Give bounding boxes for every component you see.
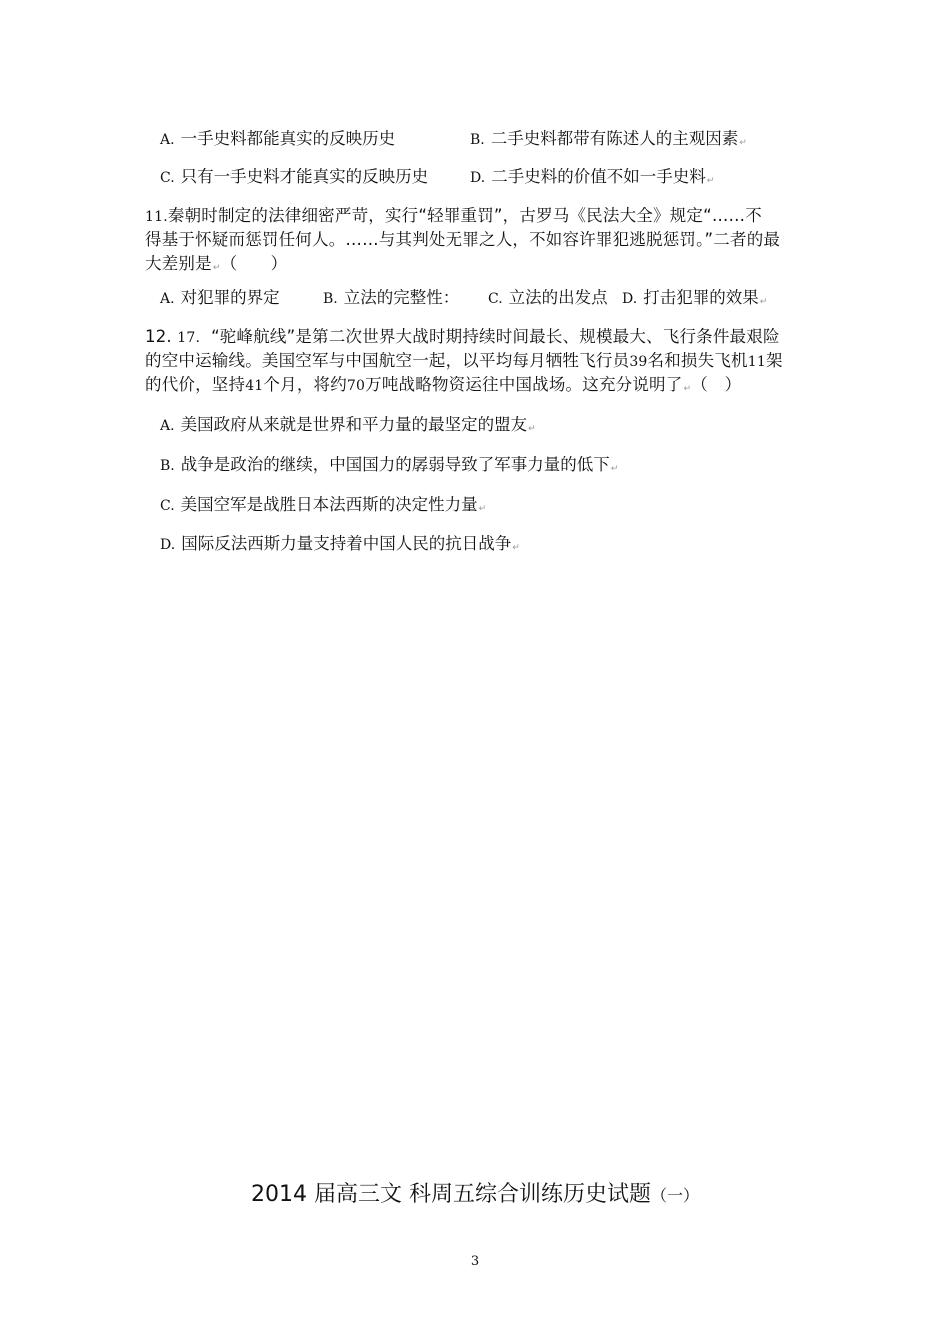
- answer-paren: （ ）: [220, 254, 288, 273]
- q12-option-c: [160, 493, 486, 521]
- question-text: 名和损失飞机: [647, 351, 748, 370]
- question-text: 大差别是: [145, 254, 212, 273]
- option-text: 战争是政治的继续，中国国力的孱弱导致了军事力量的低下: [180, 455, 610, 474]
- option-text: 美国空军是战胜日本法西斯的决定性力量: [180, 495, 478, 514]
- option-letter: D.: [470, 170, 486, 186]
- question-text: 的空中运输线。美国空军与中国航空一起，以平均每月牺牲飞行员: [145, 351, 630, 370]
- option-letter: A.: [160, 132, 175, 148]
- question-text: 架: [765, 351, 783, 370]
- question-text: 得基于怀疑而惩罚任何人。……与其判处无罪之人，不如容许罪犯逃脱惩罚。”二者的最: [145, 230, 781, 249]
- q11-line-1: [145, 204, 762, 229]
- paragraph-mark-icon: ↵: [212, 263, 221, 273]
- exam-title: [0, 1180, 950, 1211]
- number-value: 70: [346, 378, 366, 394]
- question-text: 秦朝时制定的法律细密严苛，实行“轻罪重罚”，古罗马《民法大全》规定“……不: [167, 206, 762, 225]
- question-text: 的代价，坚持: [145, 375, 246, 394]
- option-letter: A.: [160, 418, 175, 434]
- number-value: 39: [629, 354, 648, 370]
- q12-line-2: [145, 349, 783, 374]
- q10-option-b: [470, 127, 747, 155]
- option-text: 国际反法西斯力量支持着中国人民的抗日战争: [181, 534, 512, 553]
- answer-paren: （ ）: [691, 375, 742, 394]
- option-letter: C.: [160, 498, 175, 514]
- option-text: 打击犯罪的效果: [643, 288, 759, 307]
- question-number: 11.: [145, 209, 168, 225]
- q11-option-d: [622, 286, 767, 314]
- option-letter: A.: [160, 291, 175, 307]
- page-number: 3: [470, 1254, 480, 1269]
- paragraph-mark-icon: ↵: [683, 384, 692, 394]
- number-value: 11: [747, 354, 766, 370]
- number-value: 41: [245, 378, 264, 394]
- q12-line-3: [145, 373, 741, 401]
- paragraph-mark-icon: ↵: [706, 176, 715, 186]
- paragraph-mark-icon: ↵: [478, 504, 487, 514]
- question-text: 个月，将约: [263, 375, 347, 394]
- option-letter: B.: [160, 458, 175, 474]
- option-letter: B.: [470, 132, 485, 148]
- q10-option-d: [470, 165, 714, 193]
- option-text: 立法的完整性：: [343, 288, 460, 307]
- option-letter: B.: [323, 291, 338, 307]
- exam-title-text: 2014 届高三文 科周五综合训练历史试题: [251, 1182, 651, 1207]
- option-letter: D.: [160, 537, 176, 553]
- option-letter: D.: [622, 291, 638, 307]
- q10-option-c: [160, 165, 428, 190]
- option-text: 对犯罪的界定: [180, 288, 280, 307]
- paragraph-mark-icon: ↵: [528, 424, 536, 434]
- question-text: 万吨战略物资运往中国战场。这充分说明了: [365, 375, 683, 394]
- exam-title-paren: （一）: [650, 1186, 699, 1205]
- paragraph-mark-icon: ↵: [512, 543, 520, 553]
- option-text: 美国政府从来就是世界和平力量的最坚定的盟友: [180, 415, 528, 434]
- option-letter: C.: [488, 291, 503, 307]
- option-text: 立法的出发点: [508, 288, 608, 307]
- q11-option-c: [488, 286, 608, 311]
- option-text: 一手史料都能真实的反映历史: [180, 129, 396, 148]
- q11-line-3: [145, 252, 287, 280]
- question-number: 12.: [145, 327, 172, 346]
- option-text: 二手史料的价值不如一手史料: [491, 167, 706, 186]
- paragraph-mark-icon: ↵: [610, 464, 619, 474]
- q12-option-d: [160, 532, 520, 560]
- q11-option-a: [160, 286, 280, 311]
- option-text: 只有一手史料才能真实的反映历史: [180, 167, 429, 186]
- q12-option-a: [160, 413, 536, 441]
- q10-option-a: [160, 127, 395, 152]
- question-subnumber: 17.: [177, 330, 201, 346]
- option-letter: C.: [160, 170, 175, 186]
- q12-line-1: [145, 325, 780, 350]
- question-text: “驼峰航线”是第二次世界大战时期持续时间最长、规模最大、飞行条件最艰险: [211, 327, 780, 346]
- q12-option-b: [160, 453, 618, 481]
- q11-option-b: [323, 286, 459, 311]
- q11-line-2: [145, 228, 780, 252]
- option-text: 二手史料都带有陈述人的主观因素: [490, 129, 739, 148]
- paragraph-mark-icon: ↵: [759, 297, 768, 307]
- paragraph-mark-icon: ↵: [739, 138, 747, 148]
